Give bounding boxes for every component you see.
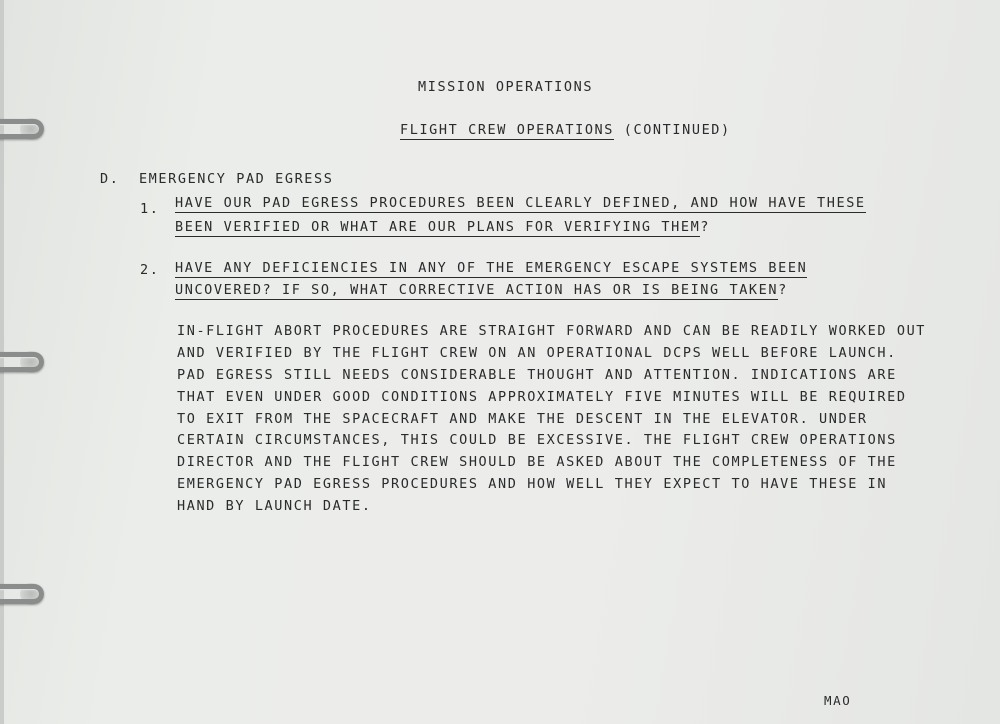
subtitle-underlined: FLIGHT CREW OPERATIONS <box>400 122 615 138</box>
section-title: EMERGENCY PAD EGRESS <box>138 171 334 187</box>
answer-line: CERTAIN CIRCUMSTANCES, THIS COULD BE EXCESSIVE. THE FLIGHT CREW OPERATIONS <box>177 432 897 449</box>
binder-ring-icon <box>0 119 44 139</box>
answer-line: THAT EVEN UNDER GOOD CONDITIONS APPROXIMATELY FIVE MINUTES WILL BE REQUIRED <box>177 388 907 405</box>
footer-code: MAO <box>824 693 852 708</box>
question-line: HAVE ANY DEFICIENCIES IN ANY OF THE EMERGENCY ESCAPE SYSTEMS BEEN <box>175 260 808 276</box>
answer-paragraph <box>177 325 926 522</box>
section-heading <box>100 173 334 187</box>
subtitle-continued: (CONTINUED) <box>614 122 731 138</box>
section-letter: D. <box>100 171 120 187</box>
question-line: HAVE OUR PAD EGRESS PROCEDURES BEEN CLEARLY DEFINED, AND HOW HAVE THESE <box>175 195 866 211</box>
answer-line: HAND BY LAUNCH DATE. <box>177 498 372 515</box>
binder-ring-icon <box>0 352 44 372</box>
page-subtitle <box>400 124 731 138</box>
answer-line: TO EXIT FROM THE SPACECRAFT AND MAKE THE DESCENT IN THE ELEVATOR. UNDER <box>177 410 868 427</box>
answer-line: IN-FLIGHT ABORT PROCEDURES ARE STRAIGHT FORWARD AND CAN BE READILY WORKED OUT <box>177 323 927 339</box>
answer-line: DIRECTOR AND THE FLIGHT CREW SHOULD BE ASKED ABOUT THE COMPLETENESS OF THE <box>177 454 897 471</box>
answer-line: PAD EGRESS STILL NEEDS CONSIDERABLE THOUGHT AND ATTENTION. INDICATIONS ARE <box>177 366 897 383</box>
question-number: 2. <box>140 262 160 278</box>
question-line: BEEN VERIFIED OR WHAT ARE OUR PLANS FOR VERIFYING THEM? <box>175 219 711 235</box>
answer-line: AND VERIFIED BY THE FLIGHT CREW ON AN OPERATIONAL DCPS WELL BEFORE LAUNCH. <box>177 344 897 361</box>
answer-line: EMERGENCY PAD EGRESS PROCEDURES AND HOW WELL THEY EXPECT TO HAVE THESE IN <box>177 476 888 493</box>
binder-ring-icon <box>0 584 44 604</box>
question-number: 1. <box>140 201 160 217</box>
page-title: MISSION OPERATIONS <box>418 79 594 95</box>
question-line: UNCOVERED? IF SO, WHAT CORRECTIVE ACTION HAS OR IS BEING TAKEN? <box>175 282 788 298</box>
